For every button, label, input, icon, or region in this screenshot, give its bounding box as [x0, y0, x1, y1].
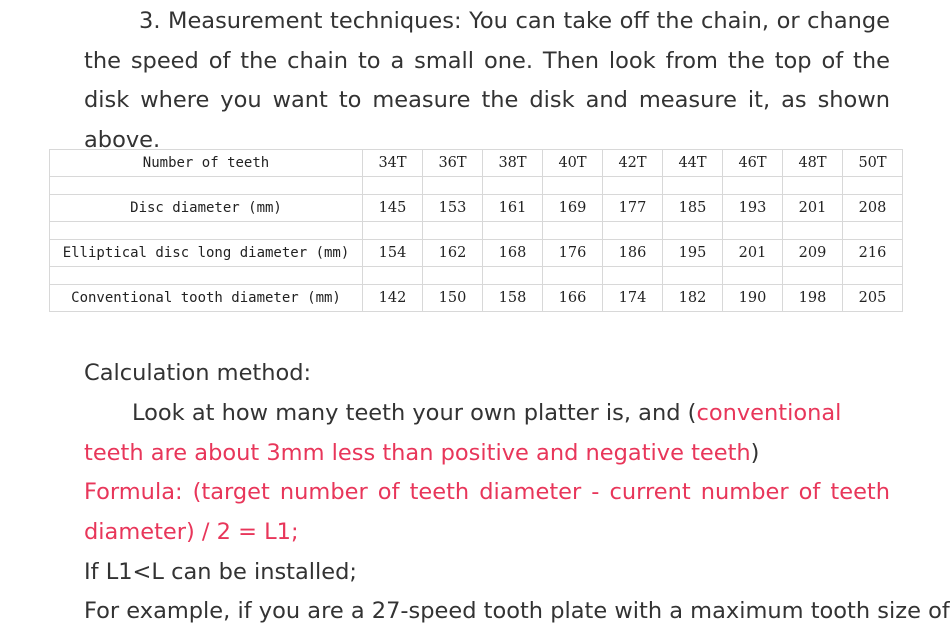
formula-line-1: Formula: (target number of teeth diameter - current number of teeth [84, 479, 890, 505]
header-label-cell: Number of teeth [50, 150, 363, 177]
header-cell-44t: 44T [663, 150, 723, 177]
row-label-cell: Elliptical disc long diameter (mm) [50, 240, 363, 267]
teeth-diameter-table [49, 149, 903, 312]
table-row-elliptical-disc-diameter [50, 240, 903, 267]
conventional-teeth-note: conventional teeth are about 3mm less than positive and negative teeth [84, 400, 842, 466]
table-cell: 186 [603, 240, 663, 267]
header-cell-40t: 40T [543, 150, 603, 177]
table-header-row [50, 150, 903, 177]
table-cell: 190 [723, 285, 783, 312]
row-label-cell: Conventional tooth diameter (mm) [50, 285, 363, 312]
row-label-cell: Disc diameter (mm) [50, 195, 363, 222]
calculation-method-heading: Calculation method: [84, 360, 312, 386]
table-cell: 198 [783, 285, 843, 312]
table-cell: 176 [543, 240, 603, 267]
calculation-body-prefix: Look at how many teeth your own platter is, and ( [132, 400, 697, 426]
header-cell-38t: 38T [483, 150, 543, 177]
header-cell-34t: 34T [363, 150, 423, 177]
calculation-body-suffix: ) [750, 439, 760, 466]
table-cell: 166 [543, 285, 603, 312]
header-cell-50t: 50T [843, 150, 903, 177]
header-cell-48t: 48T [783, 150, 843, 177]
table-cell: 158 [483, 285, 543, 312]
table-cell: 153 [423, 195, 483, 222]
table-cell: 174 [603, 285, 663, 312]
header-cell-42t: 42T [603, 150, 663, 177]
header-cell-46t: 46T [723, 150, 783, 177]
table-cell: 154 [363, 240, 423, 267]
table-cell: 145 [363, 195, 423, 222]
table-cell: 193 [723, 195, 783, 222]
formula-line-2: diameter) / 2 = L1; [84, 519, 299, 545]
table-cell: 177 [603, 195, 663, 222]
table-cell: 209 [783, 240, 843, 267]
header-cell-36t: 36T [423, 150, 483, 177]
table-cell: 168 [483, 240, 543, 267]
table-cell: 185 [663, 195, 723, 222]
table-cell: 161 [483, 195, 543, 222]
calculation-body-paragraph [84, 394, 890, 473]
table-cell: 182 [663, 285, 723, 312]
table-spacer-row [50, 222, 903, 240]
table-row-disc-diameter [50, 195, 903, 222]
table-cell: 162 [423, 240, 483, 267]
table-spacer-row [50, 267, 903, 285]
measurement-techniques-paragraph: 3. Measurement techniques: You can take off the chain, or change the speed of the chain to a small one. Then look from the top of the disk where you want to measure the disk and measure it, as shown above. [84, 8, 890, 153]
table-cell: 201 [723, 240, 783, 267]
table-row-conventional-tooth-diameter [50, 285, 903, 312]
install-condition-line: If L1<L can be installed; [84, 559, 357, 585]
table-cell: 195 [663, 240, 723, 267]
example-line: For example, if you are a 27-speed tooth plate with a maximum tooth size of [84, 598, 950, 624]
table-cell: 208 [843, 195, 903, 222]
table-spacer-row [50, 177, 903, 195]
table-cell: 142 [363, 285, 423, 312]
table-cell: 150 [423, 285, 483, 312]
table-cell: 216 [843, 240, 903, 267]
table-cell: 201 [783, 195, 843, 222]
table-cell: 169 [543, 195, 603, 222]
table-cell: 205 [843, 285, 903, 312]
